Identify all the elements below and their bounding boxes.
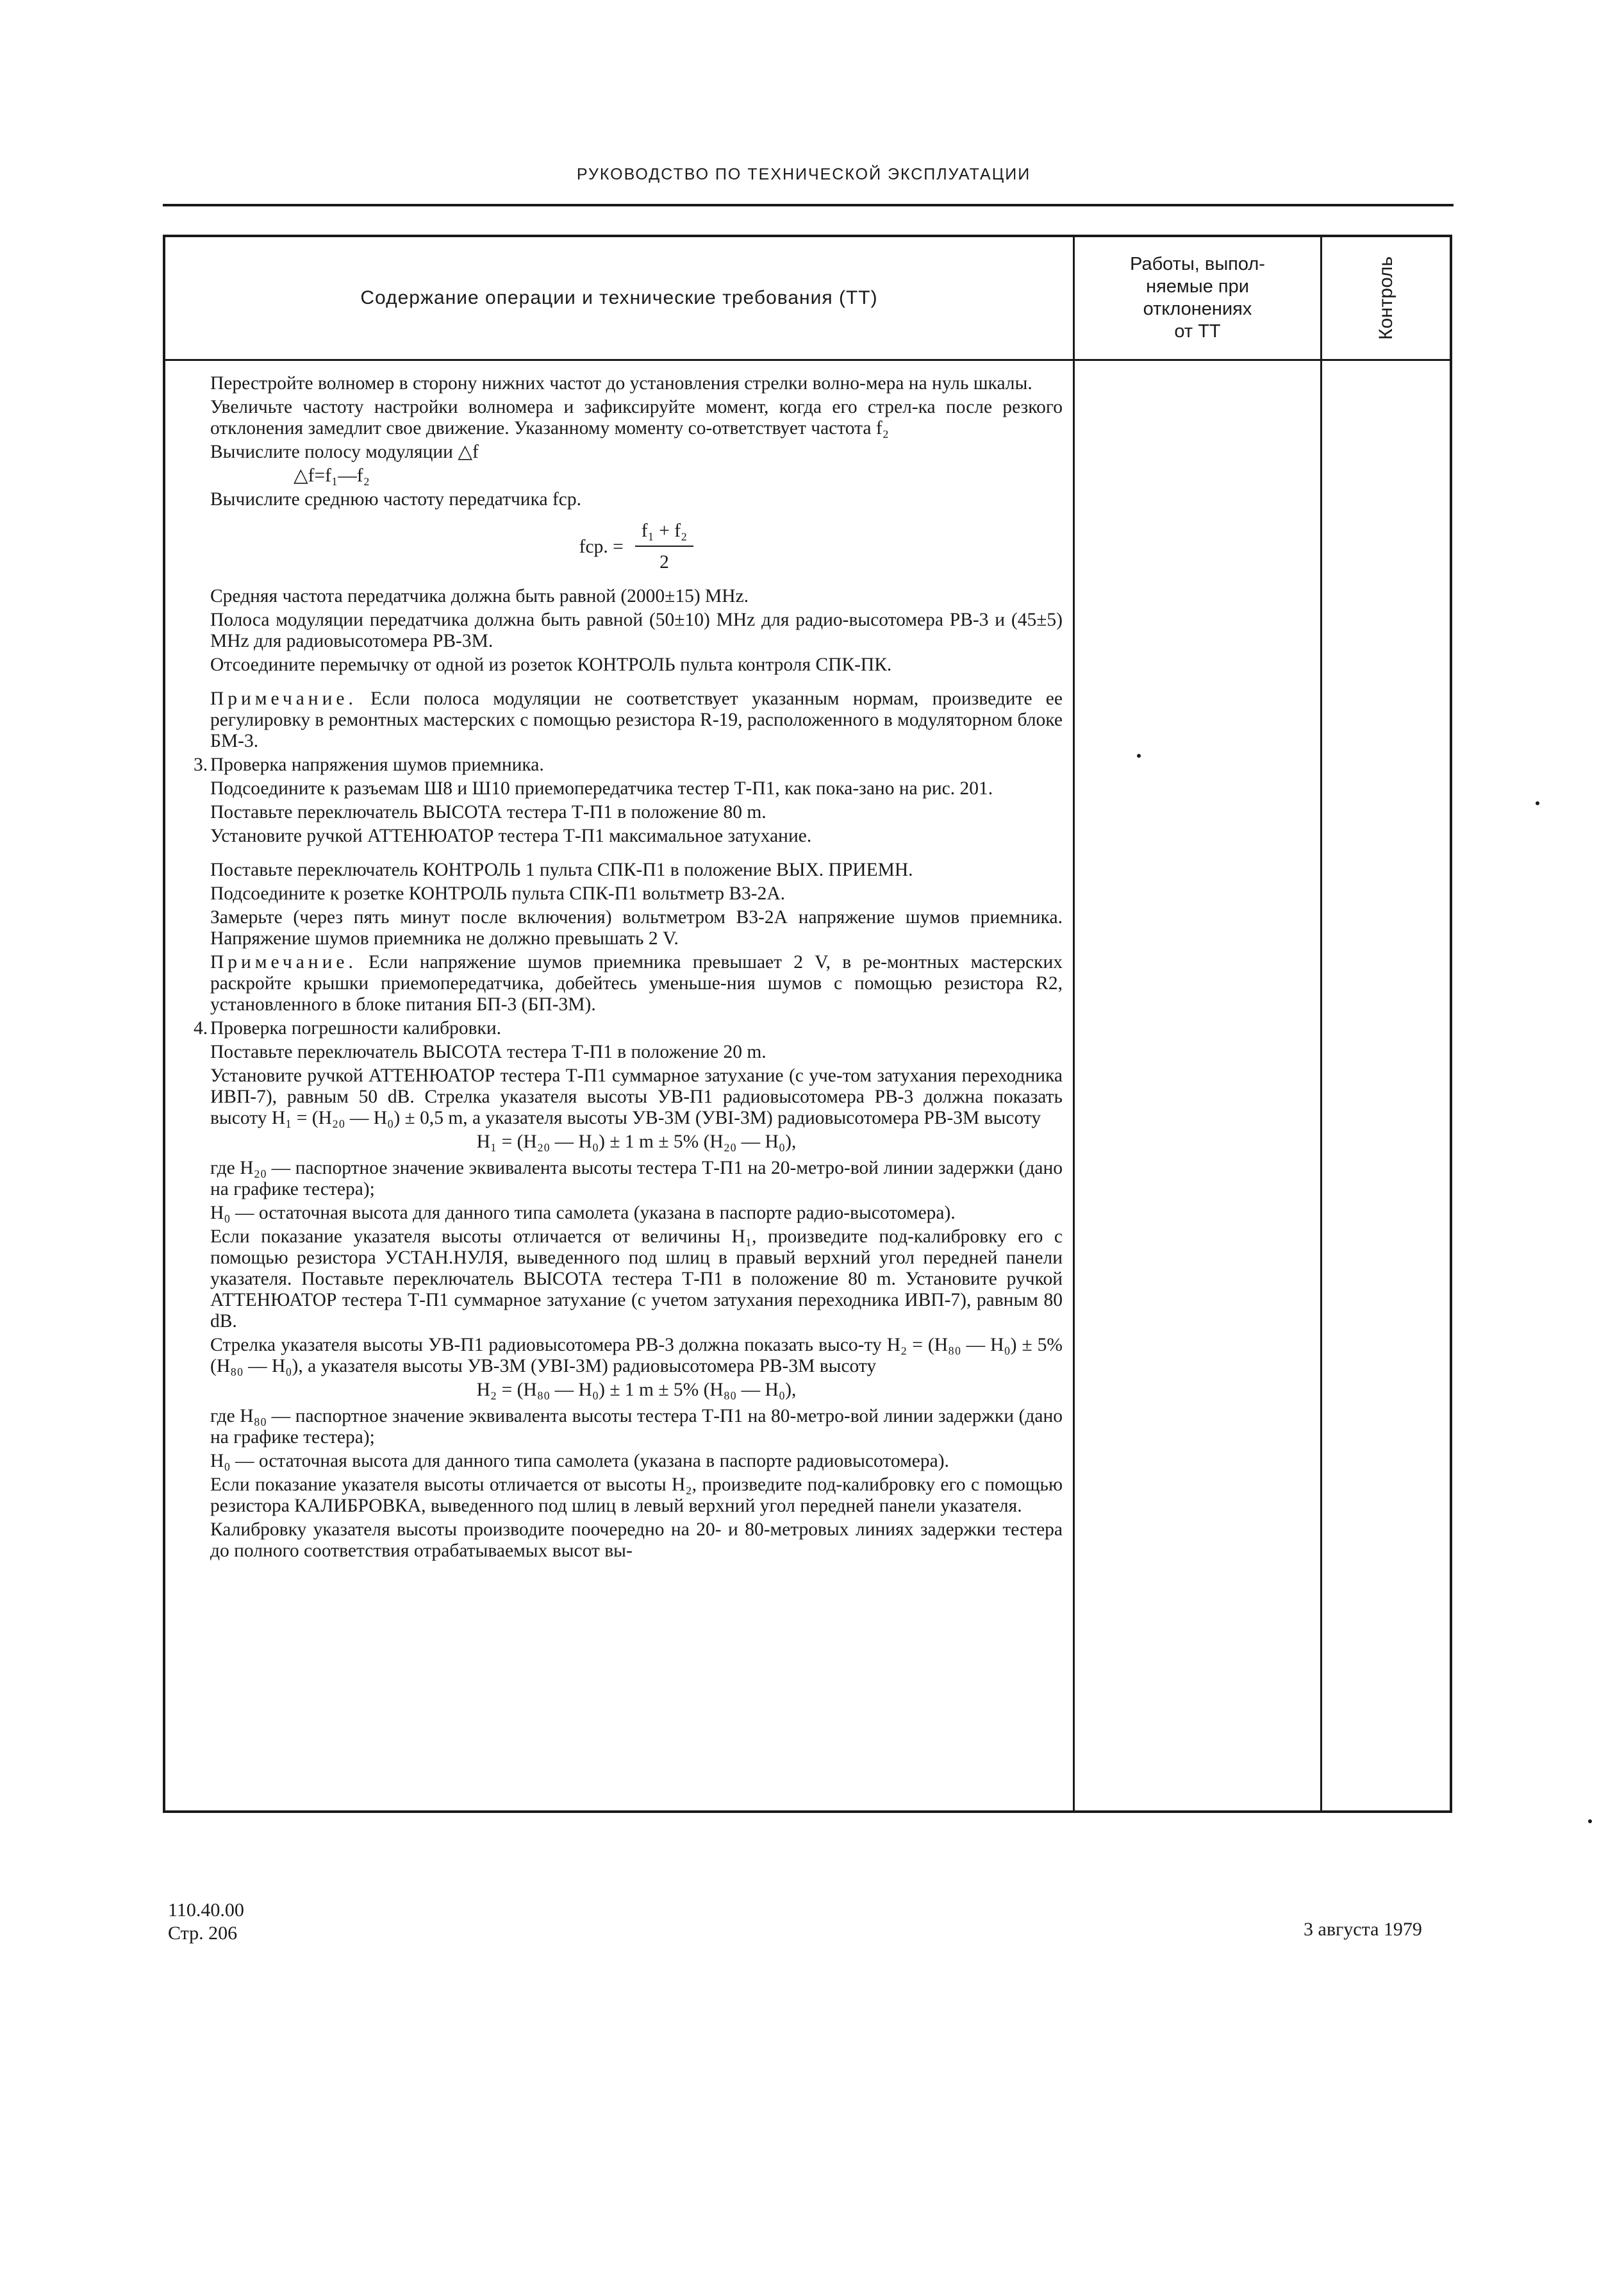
paragraph: H₀ — остаточная высота для данного типа самолета (указана в паспорте радио-высотомера). xyxy=(210,1203,956,1223)
paragraph: Полоса модуляции передатчика должна быть равной (50±10) MHz для радио-высотомера РВ-3 и (45±5) MHz для радиовысотомера РВ-3М. xyxy=(210,610,1063,651)
paragraph: Отсоедините перемычку от одной из розеток КОНТРОЛЬ пульта контроля СПК-ПК. xyxy=(210,655,892,675)
paragraph: Замерьте (через пять минут после включения) вольтметром В3-2А напряжение шумов приемника. Напряжение шумов приемника не должно превышать 2 V. xyxy=(210,907,1063,949)
formula-lhs: fср. = xyxy=(579,536,624,557)
note-text: Если напряжение шумов приемника превышает 2 V, в ре-монтных мастерских раскройте крышки приемопередатчика, добейтесь уменьше-ния шумов с помощью резистора R2, установленного в блоке питания БП-3 (БП-3М). xyxy=(210,952,1063,1015)
margin-mark xyxy=(1588,1819,1592,1823)
paragraph: где H₈₀ — паспортное значение эквивалента высоты тестера Т-П1 на 80-метро-вой линии задержки (дано на графике тестера); xyxy=(210,1406,1063,1448)
note-label: Примечание. xyxy=(210,952,357,973)
note xyxy=(210,952,1063,1015)
paragraph: Средняя частота передатчика должна быть равной (2000±15) MHz. xyxy=(210,586,749,606)
column-divider-2 xyxy=(1320,237,1322,1810)
formula-mean-frequency xyxy=(210,521,1063,573)
formula-h1: H₁ = (H₂₀ — H₀) ± 1 m ± 5% (H₂₀ — H₀), xyxy=(476,1131,797,1152)
note-label: Примечание. xyxy=(210,689,357,709)
paragraph: Увеличьте частоту настройки волномера и зафиксируйте момент, когда его стрел-ка после резкого отклонения замедлит свое движение. Указанному моменту со-ответствует частота f₂ xyxy=(210,397,1063,438)
paragraph: Если показание указателя высоты отличается от величины H₁, произведите под-калибровку его с помощью резистора УСТАН.НУЛЯ, выведенного под шлиц в правый верхний угол передней панели указателя. Поставьте переключатель ВЫСОТА тестера Т-П1 в положение 80 m. Установите ручкой АТТЕНЮАТОР тестера Т-П1 суммарное затухание (с учетом затухания переходника ИВП-7), равным 80 dB. xyxy=(210,1226,1063,1332)
paragraph: Установите ручкой АТТЕНЮАТОР тестера Т-П1 максимальное затухание. xyxy=(210,826,812,846)
paragraph: Поставьте переключатель КОНТРОЛЬ 1 пульта СПК-П1 в положение ВЫХ. ПРИЕМН. xyxy=(210,860,913,880)
stray-mark xyxy=(1137,754,1141,758)
paragraph: Поставьте переключатель ВЫСОТА тестера Т-П1 в положение 80 m. xyxy=(210,802,766,822)
footer-date: 3 августа 1979 xyxy=(1304,1919,1422,1940)
column-header-content: Содержание операции и технические требования (ТТ) xyxy=(360,287,878,308)
formula-h2: H₂ = (H₈₀ — H₀) ± 1 m ± 5% (H₈₀ — H₀), xyxy=(476,1380,797,1400)
section-title: Проверка напряжения шумов приемника. xyxy=(210,755,544,775)
operations-table xyxy=(163,235,1452,1813)
paragraph: Подсоедините к розетке КОНТРОЛЬ пульта СПК-П1 вольтметр В3-2А. xyxy=(210,883,786,904)
section-number: 3. xyxy=(194,755,208,775)
control-label: Контроль xyxy=(1375,256,1397,340)
column-header-deviation-works: Работы, выпол- няемые при отклонениях от ТТ xyxy=(1130,254,1265,342)
note xyxy=(210,689,1063,752)
paragraph: Стрелка указателя высоты УВ-П1 радиовысотомера РВ-3 должна показать высо-ту H₂ = (H₈₀ — H₀) ± 5% (H₈₀ — H₀), а указателя высоты УВ-3М (УВI-3М) радиовысотомера РВ-3М высоту xyxy=(210,1335,1063,1376)
paragraph: Если показание указателя высоты отличается от высоты H₂, произведите под-калибровку его с помощью резистора КАЛИБРОВКА, выведенного под шлиц в левый верхний угол передней панели указателя. xyxy=(210,1474,1063,1516)
note-text: Если полоса модуляции не соответствует указанным нормам, произведите ее регулировку в ремонтных мастерских с помощью резистора R-19, расположенного в модуляторном блоке БМ-3. xyxy=(210,689,1063,751)
running-header: РУКОВОДСТВО ПО ТЕХНИЧЕСКОЙ ЭКСПЛУАТАЦИИ xyxy=(576,165,1031,183)
formula-bandwidth: △f=f₁—f₂ xyxy=(294,465,370,486)
fraction-numerator: f₁ + f₂ xyxy=(635,521,694,547)
margin-mark xyxy=(1536,801,1539,805)
fraction xyxy=(635,521,694,573)
column-divider-1 xyxy=(1073,237,1075,1810)
section-number: 4. xyxy=(194,1018,208,1039)
paragraph: H₀ — остаточная высота для данного типа самолета (указана в паспорте радиовысотомера). xyxy=(210,1451,949,1471)
footer-left xyxy=(168,1899,244,1945)
paragraph: Перестройте волномер в сторону нижних частот до установления стрелки волно-мера на нуль шкалы. xyxy=(210,373,1032,394)
table-header-divider xyxy=(165,359,1450,361)
paragraph: Подсоедините к разъемам Ш8 и Ш10 приемопередатчика тестер Т-П1, как пока-зано на рис. 201. xyxy=(210,778,993,799)
fraction-denominator: 2 xyxy=(659,552,669,572)
operations-text xyxy=(194,373,1063,1564)
section-heading xyxy=(194,1018,1063,1039)
section-title: Проверка погрешности калибровки. xyxy=(210,1018,502,1039)
document-code: 110.40.00 xyxy=(168,1899,244,1921)
header-rule xyxy=(163,204,1454,206)
column-header-control xyxy=(1322,237,1451,359)
paragraph: Вычислите среднюю частоту передатчика fср. xyxy=(210,489,581,510)
paragraph: Установите ручкой АТТЕНЮАТОР тестера Т-П1 суммарное затухание (с уче-том затухания переходника ИВП-7), равным 50 dB. Стрелка указателя высоты УВ-П1 радиовысотомера РВ-3 должна показать высоту H₁ = (H₂₀ — H₀) ± 0,5 m, а указателя высоты УВ-3М (УВI-3М) радиовысотомера РВ-3М высоту xyxy=(210,1065,1063,1128)
paragraph: Вычислите полосу модуляции △f xyxy=(210,442,479,462)
paragraph: Калибровку указателя высоты производите поочередно на 20- и 80-метровых линиях задержки тестера до полного соответствия отрабатываемых высот вы- xyxy=(210,1519,1063,1561)
section-heading xyxy=(194,755,1063,776)
page-number: Стр. 206 xyxy=(168,1923,238,1944)
paragraph: Поставьте переключатель ВЫСОТА тестера Т-П1 в положение 20 m. xyxy=(210,1042,766,1062)
paragraph: где H₂₀ — паспортное значение эквивалента высоты тестера Т-П1 на 20-метро-вой линии задержки (дано на графике тестера); xyxy=(210,1158,1063,1199)
